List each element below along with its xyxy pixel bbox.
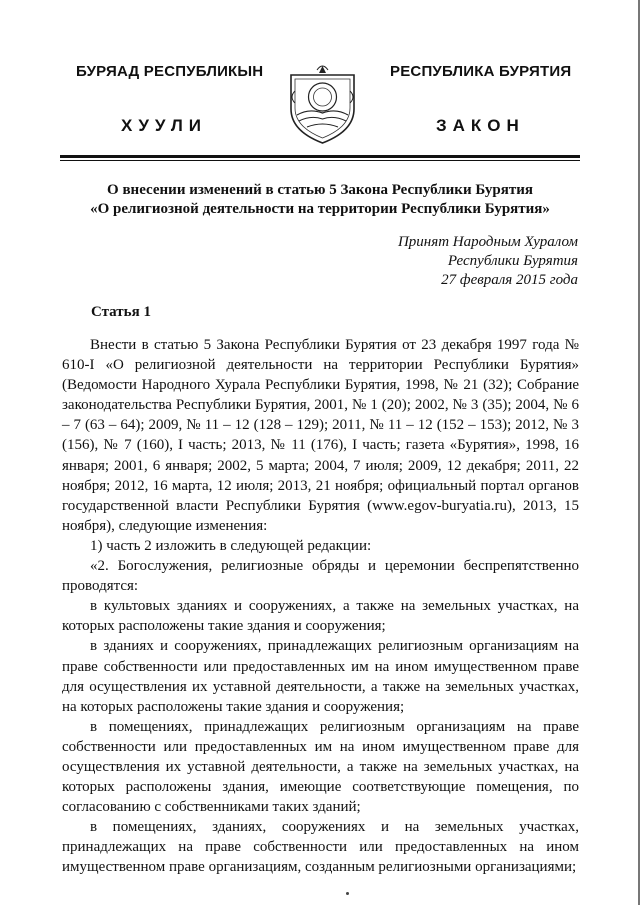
header-right-law-word: ЗАКОН [436,116,525,135]
law-title [60,181,580,219]
coat-of-arms-emblem [285,61,360,145]
adoption-note [278,233,578,290]
paragraph: в помещениях, принадлежащих религиозным организациям на праве собственности или предоставленных им на ином имущественном праве для осуществления их уставной деятельности, а также на земельных участках, на которых расположены здания, имеющие соответствующие помещения, по согласованию с собственниками таких зданий; [62,718,579,816]
header-left-title: БУРЯАД РЕСПУБЛИКЫН [76,63,264,80]
header-divider-thick [60,155,580,158]
adoption-line2: Республики Бурятия [447,253,578,269]
law-title-line1: О внесении изменений в статью 5 Закона Республики Бурятия [107,182,533,198]
paragraph: «2. Богослужения, религиозные обряды и церемонии беспрепятственно проводятся: [62,558,579,595]
header-divider-thin [60,160,580,161]
article-body [62,335,579,878]
adoption-date: 27 февраля 2015 года [441,272,578,288]
paragraph: в культовых зданиях и сооружениях, а также на земельных участках, на которых расположены такие здания и сооружения; [62,598,579,635]
paragraph: 1) часть 2 изложить в следующей редакции: [90,537,372,554]
paragraph: в помещениях, зданиях, сооружениях и на земельных участках, принадлежащих на праве собственности или предоставленных на ином имущественном праве организациям, созданным религиозными организациями; [62,819,579,876]
article-heading: Статья 1 [91,304,151,320]
law-title-line2: «О религиозной деятельности на территории Республики Бурятия» [90,201,550,217]
adoption-line1: Принят Народным Хуралом [397,234,578,250]
header-left-law-word: ХУУЛИ [121,116,207,135]
header-right-title: РЕСПУБЛИКА БУРЯТИЯ [390,63,572,80]
paragraph: в зданиях и сооружениях, принадлежащих религиозным организациям на праве собственности или предоставленных им на ином имущественном праве для осуществления их уставной деятельности, а также на земельных участках, на которых расположены такие здания и сооружения; [62,638,579,715]
scan-speck [346,892,349,895]
paragraph: Внести в статью 5 Закона Республики Бурятия от 23 декабря 1997 года № 610-I «О религиозной деятельности на территории Республики Бурятия» (Ведомости Народного Хурала Республики Бурятия, 1998, № 21 (32); Собрание законодательства Республики Бурятия, 2001, № 1 (20); 2002, № 3 (35); 2004, № 6 – 7 (63 – 64); 2009, № 11 – 12 (128 – 129); 2011, № 11 – 12 (152 – 153); 2012, № 3 (156), № 7 (160), I часть; 2013, № 11 (176), I часть; газета «Бурятия», 1998, 16 января; 2001, 6 января; 2002, 5 марта; 2004, 7 июля; 2009, 12 декабря; 2011, 22 ноября; 2012, 16 марта, 12 июля; 2013, 21 ноября; официальный портал органов государственной власти Республики Бурятия (www.egov-buryatia.ru), 2013, 15 ноября), следующие изменения: [62,337,579,534]
